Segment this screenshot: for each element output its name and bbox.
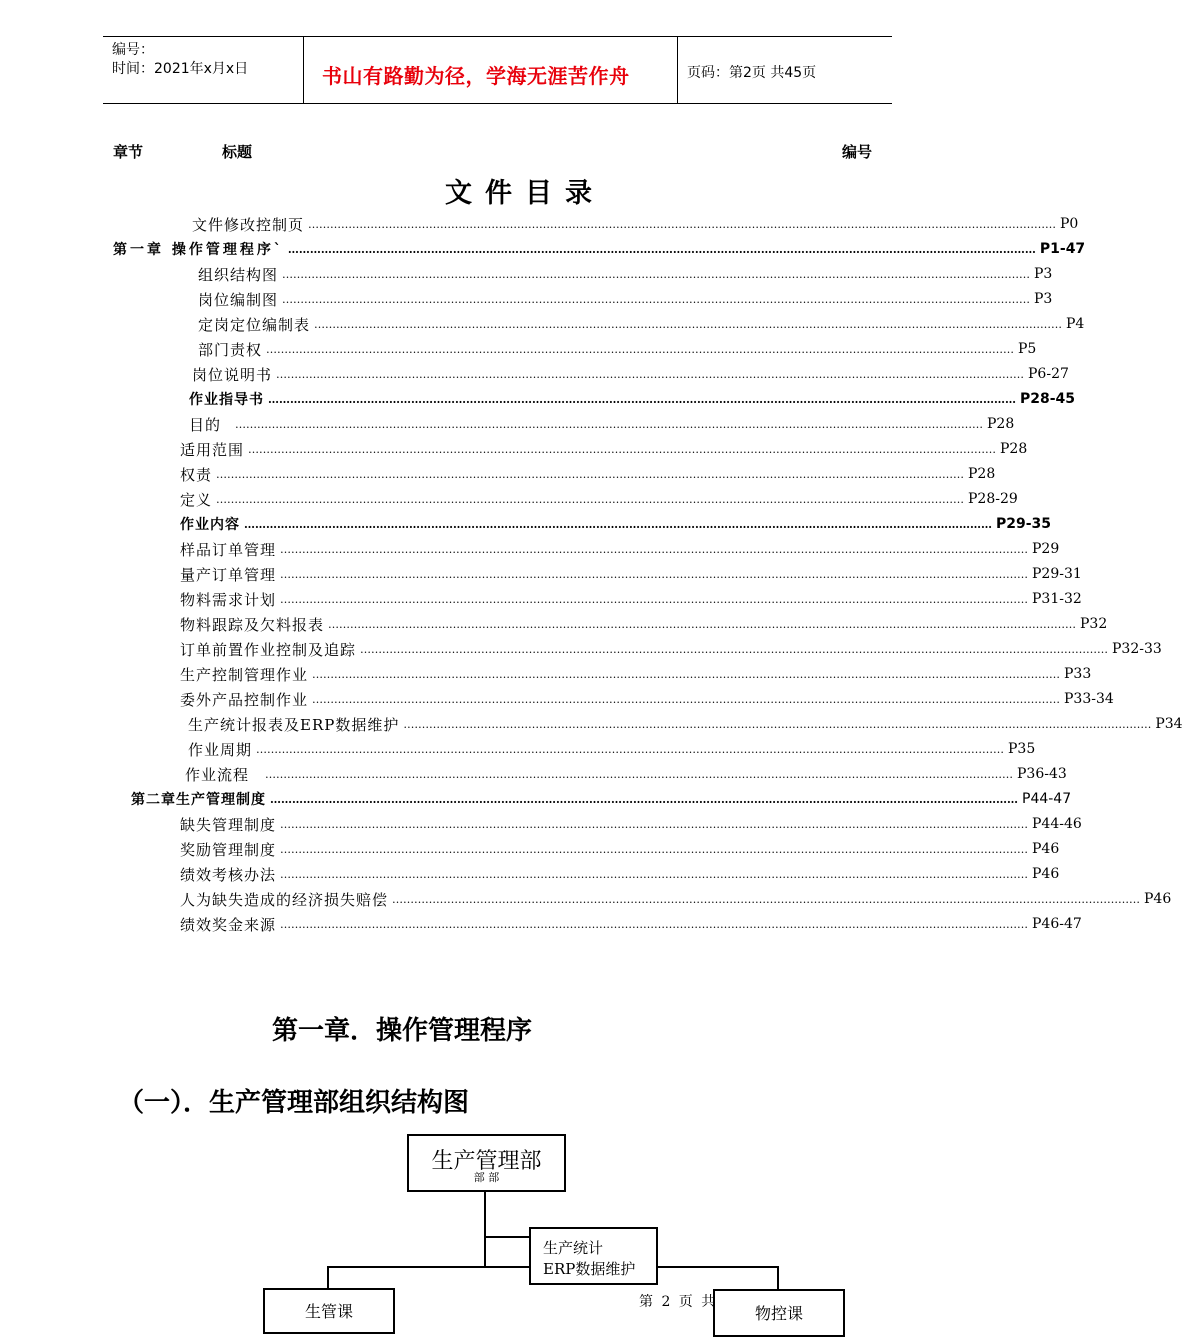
toc-entry-label: 适用范围 bbox=[180, 440, 245, 459]
org-node-material-control bbox=[713, 1289, 845, 1337]
org-connector-left-down bbox=[327, 1266, 329, 1290]
header-divider-right bbox=[677, 36, 678, 104]
toc-leader: …………………………………………………………………………………………………………………………………………………………………………………… bbox=[244, 517, 992, 531]
org-node-root-sublabel: 部 部 bbox=[473, 1171, 500, 1184]
doc-time-label: 时间：2021年x月x日 bbox=[112, 61, 249, 77]
toc-leader: …………………………………………………………………………………………………………………………………………………………………………………… bbox=[216, 492, 965, 506]
toc-entry[interactable] bbox=[180, 888, 1172, 910]
toc-entry-label: 作业周期 bbox=[188, 740, 253, 759]
toc-entry-label: 第一章 操作管理程序` bbox=[113, 242, 284, 258]
toc-entry-page: P28-29 bbox=[968, 491, 1018, 507]
toc-entry-page: P46 bbox=[1032, 866, 1060, 882]
toc-leader: …………………………………………………………………………………………………………………………………………………………………………………… bbox=[328, 617, 1077, 631]
toc-entry[interactable] bbox=[180, 538, 1060, 560]
toc-entry[interactable] bbox=[180, 663, 1092, 685]
toc-entry[interactable] bbox=[180, 488, 1018, 510]
toc-entry[interactable] bbox=[180, 838, 1060, 860]
toc-entry-label: 生产统计报表及ERP数据维护 bbox=[188, 715, 400, 734]
toc-leader: …………………………………………………………………………………………………………………………………………………………………………………… bbox=[280, 867, 1029, 881]
header-divider-left bbox=[303, 36, 304, 104]
toc-entry-page: P28 bbox=[1000, 441, 1028, 457]
toc-entry[interactable] bbox=[180, 563, 1082, 585]
toc-entry-label: 物料跟踪及欠料报表 bbox=[180, 615, 325, 634]
toc-entry-page: P4 bbox=[1066, 316, 1085, 332]
toc-entry[interactable] bbox=[198, 288, 1053, 310]
toc-entry-label: 作业流程 bbox=[185, 765, 250, 784]
toc-entry-label: 定义 bbox=[180, 490, 213, 509]
toc-entry-label: 目的 bbox=[189, 415, 222, 434]
toc-entry[interactable] bbox=[180, 638, 1162, 660]
toc-entry-label: 人为缺失造成的经济损失赔偿 bbox=[180, 890, 389, 909]
toc-entry-label: 文件修改控制页 bbox=[192, 215, 305, 234]
toc-entry-label: 绩效考核办法 bbox=[180, 865, 277, 884]
toc-entry-page: P29-35 bbox=[996, 516, 1052, 532]
toc-entry-page: P44-46 bbox=[1032, 816, 1082, 832]
toc-entry-label: 量产订单管理 bbox=[180, 565, 277, 584]
toc-entry-label: 第二章生产管理制度 bbox=[131, 792, 266, 808]
toc-entry[interactable] bbox=[180, 438, 1028, 460]
org-connector-root-down bbox=[484, 1190, 486, 1266]
toc-entry[interactable] bbox=[180, 688, 1114, 710]
toc-leader: …………………………………………………………………………………………………………………………………………………………………………………… bbox=[280, 917, 1029, 931]
org-connector-stats bbox=[484, 1236, 530, 1238]
toc-leader: …………………………………………………………………………………………………………………………………………………………………………………… bbox=[282, 267, 1031, 281]
toc-entry-page: P46-47 bbox=[1032, 916, 1082, 932]
toc-leader: …………………………………………………………………………………………………………………………………………………………………………………… bbox=[256, 742, 1005, 756]
toc-leader: …………………………………………………………………………………………………………………………………………………………………………………… bbox=[248, 442, 997, 456]
toc-entry-label: 作业内容 bbox=[180, 517, 240, 533]
toc-entry-page: P28 bbox=[987, 416, 1015, 432]
toc-leader: …………………………………………………………………………………………………………………………………………………………………………………… bbox=[276, 367, 1025, 381]
column-title: 标题 bbox=[222, 143, 253, 161]
toc-entry-page: P35 bbox=[1008, 741, 1036, 757]
toc-entry-page: P33-34 bbox=[1064, 691, 1114, 707]
page-info: 页码：第2页 共45页 bbox=[687, 65, 817, 81]
toc-leader: …………………………………………………………………………………………………………………………………………………………………………………… bbox=[287, 242, 1036, 256]
toc-entry-label: 绩效奖金来源 bbox=[180, 915, 277, 934]
toc-leader: …………………………………………………………………………………………………………………………………………………………………………………… bbox=[270, 792, 1018, 806]
org-node-stats bbox=[529, 1227, 658, 1285]
toc-leader: …………………………………………………………………………………………………………………………………………………………………………………… bbox=[280, 592, 1029, 606]
toc-entry-label: 岗位说明书 bbox=[192, 365, 273, 384]
toc-entry[interactable] bbox=[198, 338, 1037, 360]
header-top-rule bbox=[103, 36, 892, 37]
toc-entry[interactable] bbox=[180, 863, 1060, 885]
toc-entry-page: P28 bbox=[968, 466, 996, 482]
header-motto: 书山有路勤为径，学海无涯苦作舟 bbox=[322, 64, 630, 88]
org-node-root-label: 生产管理部 bbox=[431, 1149, 542, 1174]
toc-entry-label: 订单前置作业控制及追踪 bbox=[180, 640, 357, 659]
toc-leader: …………………………………………………………………………………………………………………………………………………………………………………… bbox=[235, 417, 984, 431]
toc-title: 文件目录 bbox=[445, 178, 605, 209]
toc-entry-label: 缺失管理制度 bbox=[180, 815, 277, 834]
toc-entry-page: P32-33 bbox=[1112, 641, 1162, 657]
toc-entry-page: P0 bbox=[1060, 216, 1079, 232]
toc-entry[interactable] bbox=[188, 738, 1036, 760]
toc-entry-label: 定岗定位编制表 bbox=[198, 315, 311, 334]
toc-entry[interactable] bbox=[188, 713, 1183, 735]
toc-leader: …………………………………………………………………………………………………………………………………………………………………………………… bbox=[280, 567, 1029, 581]
toc-leader: …………………………………………………………………………………………………………………………………………………………………………………… bbox=[312, 692, 1061, 706]
toc-entry-page: P6-27 bbox=[1028, 366, 1069, 382]
toc-entry-label: 部门责权 bbox=[198, 340, 263, 359]
toc-entry-page: P3 bbox=[1034, 291, 1053, 307]
toc-entry-label: 生产控制管理作业 bbox=[180, 665, 309, 684]
toc-entry[interactable] bbox=[180, 588, 1082, 610]
toc-entry-page: P33 bbox=[1064, 666, 1092, 682]
toc-entry-page: P46 bbox=[1144, 891, 1172, 907]
toc-leader: …………………………………………………………………………………………………………………………………………………………………………………… bbox=[265, 767, 1014, 781]
toc-entry[interactable] bbox=[131, 788, 1072, 810]
toc-entry-page: P31-32 bbox=[1032, 591, 1082, 607]
toc-leader: …………………………………………………………………………………………………………………………………………………………………………………… bbox=[280, 842, 1029, 856]
toc-entry-label: 组织结构图 bbox=[198, 265, 279, 284]
toc-entry-label: 作业指导书 bbox=[189, 392, 264, 408]
column-chapter: 章节 bbox=[113, 143, 144, 161]
org-node-material-control-label: 物控课 bbox=[754, 1304, 803, 1323]
toc-entry-page: P1-47 bbox=[1039, 241, 1086, 257]
toc-leader: …………………………………………………………………………………………………………………………………………………………………………………… bbox=[216, 467, 965, 481]
section-heading: （一）．生产管理部组织结构图 bbox=[118, 1088, 470, 1118]
toc-entry-page: P32 bbox=[1080, 616, 1108, 632]
toc-entry-page: P29-31 bbox=[1032, 566, 1082, 582]
header-bottom-rule bbox=[103, 103, 892, 104]
org-node-production-control-label: 生管课 bbox=[304, 1302, 353, 1321]
toc-entry[interactable] bbox=[180, 613, 1108, 635]
toc-leader: …………………………………………………………………………………………………………………………………………………………………………………… bbox=[266, 342, 1015, 356]
toc-leader: …………………………………………………………………………………………………………………………………………………………………………………… bbox=[314, 317, 1063, 331]
toc-entry-page: P36-43 bbox=[1017, 766, 1067, 782]
toc-entry[interactable] bbox=[198, 313, 1085, 335]
toc-entry-page: P28-45 bbox=[1020, 391, 1076, 407]
page-footer: 第 2 页 共 bbox=[639, 1294, 718, 1310]
toc-entry[interactable] bbox=[192, 363, 1069, 385]
toc-entry-label: 奖励管理制度 bbox=[180, 840, 277, 859]
toc-leader: …………………………………………………………………………………………………………………………………………………………………………………… bbox=[312, 667, 1061, 681]
toc-entry[interactable] bbox=[180, 913, 1082, 935]
toc-entry[interactable] bbox=[113, 238, 1086, 260]
toc-entry[interactable] bbox=[189, 388, 1076, 410]
org-connector-right-down bbox=[777, 1266, 779, 1290]
toc-leader: …………………………………………………………………………………………………………………………………………………………………………………… bbox=[282, 292, 1031, 306]
column-number: 编号 bbox=[842, 143, 873, 161]
toc-leader: …………………………………………………………………………………………………………………………………………………………………………………… bbox=[360, 642, 1109, 656]
toc-entry-page: P44-47 bbox=[1022, 791, 1072, 807]
toc-entry[interactable] bbox=[185, 763, 1067, 785]
org-node-stats-line2: ERP数据维护 bbox=[543, 1260, 636, 1278]
toc-entry[interactable] bbox=[198, 263, 1053, 285]
toc-entry-page: P34 bbox=[1155, 716, 1183, 732]
toc-entry-label: 岗位编制图 bbox=[198, 290, 279, 309]
toc-leader: …………………………………………………………………………………………………………………………………………………………………………………… bbox=[308, 217, 1057, 231]
toc-entry-page: P29 bbox=[1032, 541, 1060, 557]
toc-leader: …………………………………………………………………………………………………………………………………………………………………………………… bbox=[280, 817, 1029, 831]
toc-entry-label: 物料需求计划 bbox=[180, 590, 277, 609]
toc-leader: …………………………………………………………………………………………………………………………………………………………………………………… bbox=[268, 392, 1016, 406]
org-node-production-control bbox=[263, 1288, 395, 1334]
chapter-heading: 第一章．操作管理程序 bbox=[272, 1016, 533, 1046]
toc-entry-label: 样品订单管理 bbox=[180, 540, 277, 559]
org-node-root bbox=[407, 1134, 566, 1192]
org-node-stats-line1: 生产统计 bbox=[543, 1239, 604, 1257]
toc-entry[interactable] bbox=[192, 213, 1079, 235]
toc-leader: …………………………………………………………………………………………………………………………………………………………………………………… bbox=[392, 892, 1141, 906]
toc-leader: …………………………………………………………………………………………………………………………………………………………………………………… bbox=[280, 542, 1029, 556]
toc-entry[interactable] bbox=[189, 413, 1015, 435]
toc-entry[interactable] bbox=[180, 513, 1052, 535]
toc-entry[interactable] bbox=[180, 463, 996, 485]
toc-entry-label: 委外产品控制作业 bbox=[180, 690, 309, 709]
doc-code-label: 编号： bbox=[112, 42, 154, 58]
toc-entry[interactable] bbox=[180, 813, 1082, 835]
toc-entry-label: 权责 bbox=[180, 465, 213, 484]
toc-leader: …………………………………………………………………………………………………………………………………………………………………………………… bbox=[403, 717, 1152, 731]
toc-entry-page: P46 bbox=[1032, 841, 1060, 857]
toc-entry-page: P5 bbox=[1018, 341, 1037, 357]
toc-entry-page: P3 bbox=[1034, 266, 1053, 282]
